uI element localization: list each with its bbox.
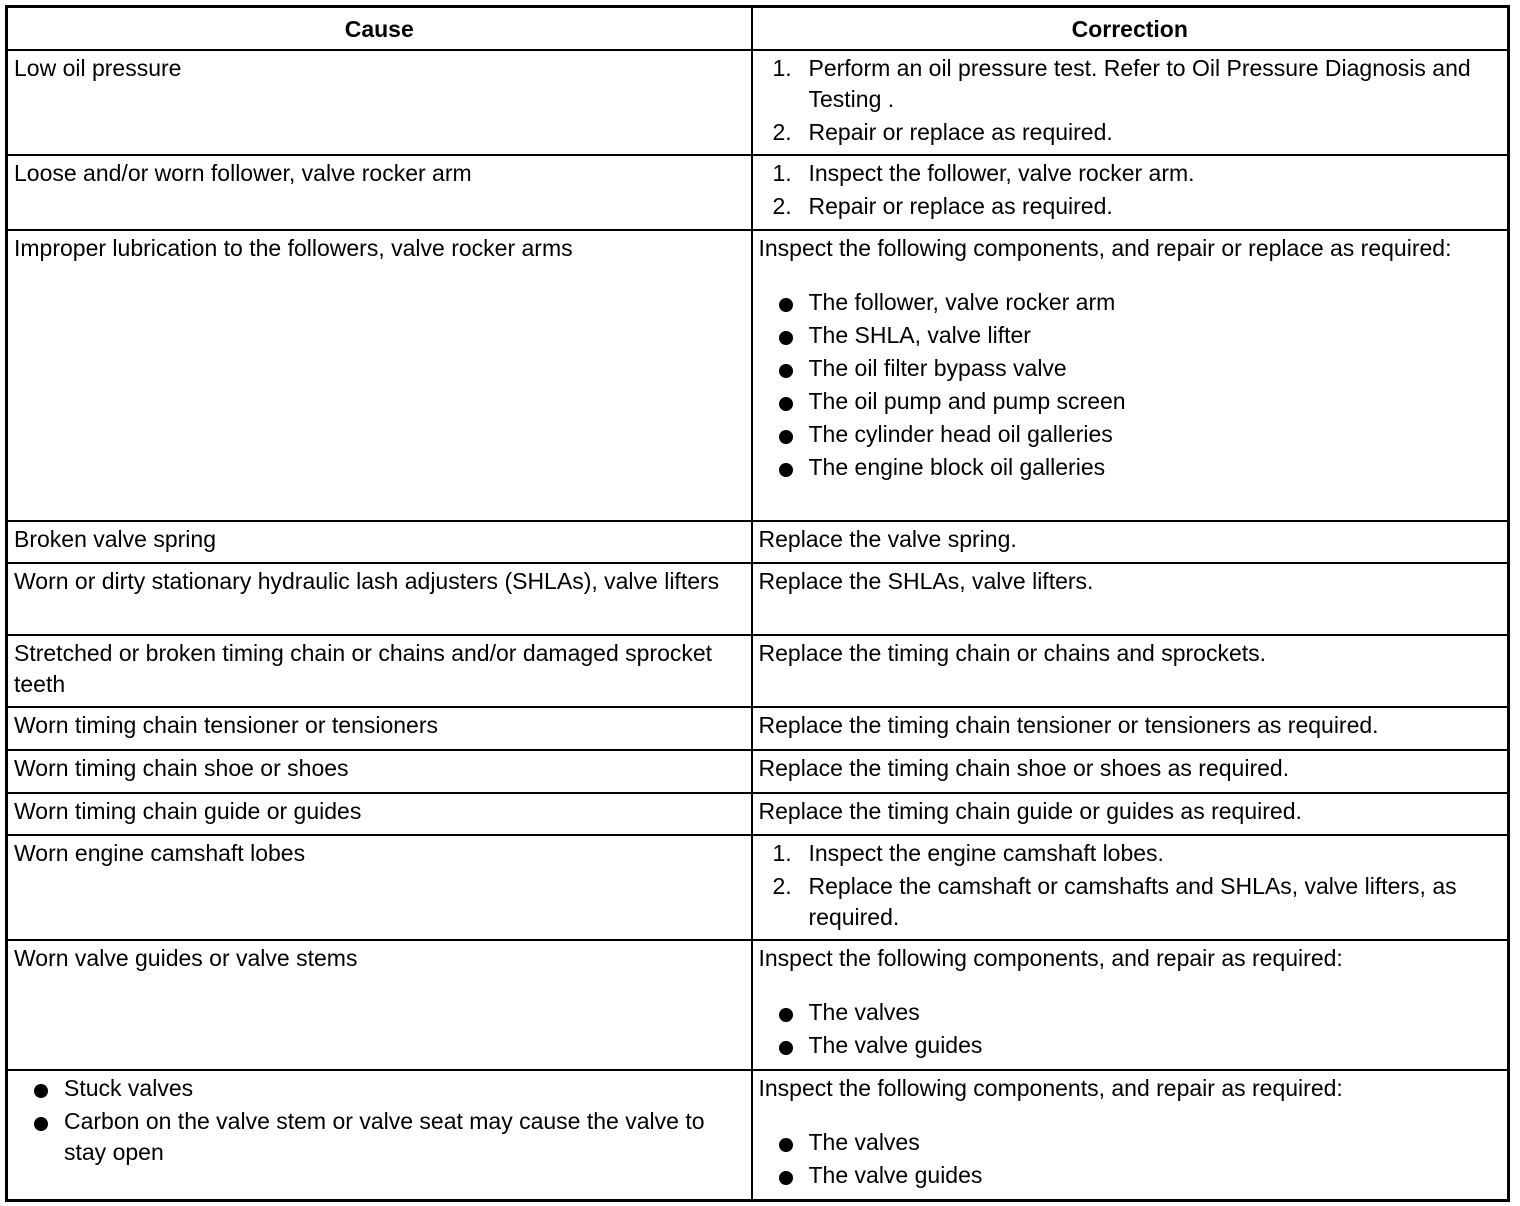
correction-text: Replace the timing chain tensioner or tensioners as required. xyxy=(758,712,1379,738)
cause-cell xyxy=(7,563,752,635)
cause-cell xyxy=(7,1070,752,1200)
bullet-icon xyxy=(779,364,793,378)
correction-steps xyxy=(759,158,1502,222)
cause-bullets xyxy=(14,1073,745,1168)
correction-cell xyxy=(752,521,1509,563)
cause-cell xyxy=(7,635,752,707)
cause-text: Loose and/or worn follower, valve rocker arm xyxy=(14,160,472,186)
cause-cell xyxy=(7,835,752,940)
step-number: 1. xyxy=(772,160,792,186)
correction-bullets xyxy=(759,1127,1502,1191)
cause-cell xyxy=(7,230,752,521)
header-cause: Cause xyxy=(7,7,752,51)
correction-text: Replace the SHLAs, valve lifters. xyxy=(758,568,1094,594)
bullet-item: The cylinder head oil galleries xyxy=(759,419,1502,450)
correction-cell xyxy=(752,750,1509,793)
correction-bullets xyxy=(759,997,1502,1061)
bullet-icon xyxy=(779,463,793,477)
step-number: 2. xyxy=(772,193,792,219)
table-row xyxy=(7,1070,1509,1200)
step-number: 2. xyxy=(772,873,792,899)
bullet-icon xyxy=(779,1041,793,1055)
bullet-item: The oil pump and pump screen xyxy=(759,386,1502,417)
header-row xyxy=(7,7,1509,51)
bullet-item: The oil filter bypass valve xyxy=(759,353,1502,384)
correction-cell xyxy=(752,793,1509,835)
correction-intro: Inspect the following components, and repair as required: xyxy=(758,1075,1343,1101)
step-item: 2. Repair or replace as required. xyxy=(759,191,1502,222)
bullet-icon xyxy=(779,397,793,411)
bullet-item: The valves xyxy=(759,997,1502,1028)
table-row xyxy=(7,750,1509,793)
cause-text: Worn or dirty stationary hydraulic lash adjusters (SHLAs), valve lifters xyxy=(14,568,720,594)
bullet-item: The valves xyxy=(759,1127,1502,1158)
step-number: 2. xyxy=(772,119,792,145)
correction-text: Replace the timing chain shoe or shoes as required. xyxy=(758,755,1290,781)
bullet-item: The SHLA, valve lifter xyxy=(759,320,1502,351)
cause-cell xyxy=(7,940,752,1070)
step-item: 2. Replace the camshaft or camshafts and SHLAs, valve lifters, as required. xyxy=(772,873,1457,930)
step-item: 1. Inspect the follower, valve rocker arm. xyxy=(759,158,1502,189)
cause-text: Worn engine camshaft lobes xyxy=(14,840,306,866)
table-row xyxy=(7,50,1509,155)
correction-cell xyxy=(752,1070,1509,1200)
bullet-item: The valve guides xyxy=(759,1160,1502,1191)
bullet-item: The follower, valve rocker arm xyxy=(759,287,1502,318)
correction-steps xyxy=(759,53,1502,148)
bullet-icon xyxy=(34,1117,48,1131)
correction-cell xyxy=(752,940,1509,1070)
header-correction: Correction xyxy=(752,7,1509,51)
cause-text: Low oil pressure xyxy=(14,55,182,81)
bullet-item: The engine block oil galleries xyxy=(759,452,1502,483)
cause-text: Worn valve guides or valve stems xyxy=(14,945,358,971)
bullet-icon xyxy=(34,1084,48,1098)
bullet-icon xyxy=(779,1138,793,1152)
correction-cell xyxy=(752,835,1509,940)
cause-cell xyxy=(7,155,752,230)
table-row xyxy=(7,793,1509,835)
correction-cell xyxy=(752,707,1509,750)
bullet-icon xyxy=(779,298,793,312)
correction-text: Replace the timing chain or chains and sprockets. xyxy=(758,640,1267,666)
cause-text: Stretched or broken timing chain or chains and/or damaged sprocket teeth xyxy=(14,640,713,697)
bullet-item: Carbon on the valve stem or valve seat may cause the valve to stay open xyxy=(14,1106,745,1168)
correction-cell xyxy=(752,155,1509,230)
table-row xyxy=(7,635,1509,707)
table-row xyxy=(7,155,1509,230)
cause-text: Worn timing chain shoe or shoes xyxy=(14,755,349,781)
correction-text: Replace the valve spring. xyxy=(758,526,1017,552)
correction-cell xyxy=(752,635,1509,707)
bullet-icon xyxy=(779,331,793,345)
bullet-item: Stuck valves xyxy=(14,1073,745,1104)
diagnostic-table xyxy=(5,5,1510,1202)
cause-cell xyxy=(7,521,752,563)
correction-cell xyxy=(752,50,1509,155)
table-row xyxy=(7,707,1509,750)
bullet-item: The valve guides xyxy=(759,1030,1502,1061)
correction-steps xyxy=(759,838,1502,933)
table-row xyxy=(7,521,1509,563)
table-row xyxy=(7,563,1509,635)
correction-text: Replace the timing chain guide or guides as required. xyxy=(758,798,1302,824)
cause-cell xyxy=(7,707,752,750)
cause-cell xyxy=(7,50,752,155)
correction-cell xyxy=(752,230,1509,521)
table-row xyxy=(7,230,1509,521)
bullet-icon xyxy=(779,430,793,444)
cause-text: Improper lubrication to the followers, valve rocker arms xyxy=(14,235,573,261)
bullet-icon xyxy=(779,1171,793,1185)
step-item: 1. Inspect the engine camshaft lobes. xyxy=(759,838,1502,869)
step-item: 2. Repair or replace as required. xyxy=(759,117,1502,148)
step-item: 1. Perform an oil pressure test. Refer to Oil Pressure Diagnosis and Testing . xyxy=(772,55,1471,112)
table-row xyxy=(7,940,1509,1070)
table-row xyxy=(7,835,1509,940)
cause-text: Broken valve spring xyxy=(14,526,216,552)
step-number: 1. xyxy=(772,55,792,81)
correction-bullets xyxy=(759,287,1502,483)
step-number: 1. xyxy=(772,840,792,866)
cause-text: Worn timing chain tensioner or tensioners xyxy=(14,712,439,738)
bullet-icon xyxy=(779,1008,793,1022)
cause-cell xyxy=(7,793,752,835)
cause-text: Worn timing chain guide or guides xyxy=(14,798,362,824)
correction-intro: Inspect the following components, and repair or replace as required: xyxy=(758,235,1452,261)
correction-intro: Inspect the following components, and repair as required: xyxy=(758,945,1343,971)
correction-cell xyxy=(752,563,1509,635)
cause-cell xyxy=(7,750,752,793)
